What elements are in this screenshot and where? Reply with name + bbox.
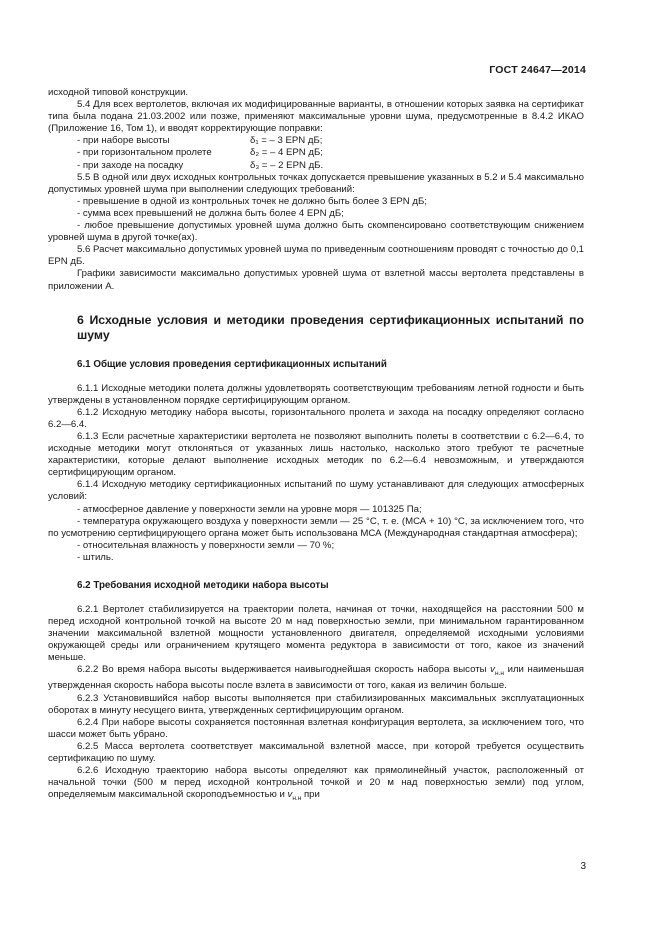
atmosphere-item: - штиль.: [77, 551, 114, 563]
section-6-2-heading: 6.2 Требования исходной методики набора высоты: [77, 580, 329, 591]
paragraph-6-2-2-start: 6.2.2 Во время набора высоты выдерживается наивыгоднейшая скорость набора высоты: [77, 664, 491, 676]
speed-symbol: v: [287, 789, 293, 801]
correction-approach-value: δ₃ = – 2 EPN дБ.: [250, 159, 324, 171]
paragraph-5-5: 5.5 В одной или двух исходных контрольных точках допускается превышение указанных в 5.2 и 5.4 максимально допустимых уровней шума при выполнении следующих требований:: [48, 171, 584, 195]
correction-flyover: [48, 147, 584, 159]
paragraph-6-2-5: 6.2.5 Масса вертолета соответствует максимальной взлетной массе, при которой требуется осуществить сертификацию по шуму.: [48, 740, 584, 765]
paragraph-6-2-2: [48, 664, 584, 692]
paragraph-6-1-1: 6.1.1 Исходные методики полета должны удовлетворять соответствующим требованиям летной годности и быть утверждены в установленном порядке сертифицирующим органом.: [48, 382, 584, 406]
correction-climb-value: δ₁ = – 3 EPN дБ;: [250, 135, 323, 147]
paragraph-6-2-4: 6.2.4 При наборе высоты сохраняется постоянная взлетная конфигурация вертолета, за исключением того, что шасси может быть убрано.: [48, 716, 584, 740]
correction-climb: [48, 135, 584, 147]
correction-climb-label: - при наборе высоты: [77, 135, 170, 147]
page-body: [48, 87, 584, 805]
atmosphere-item: - атмосферное давление у поверхности земли на уровне моря — 101325 Па;: [77, 503, 422, 515]
atmosphere-item: - относительная влажность у поверхности земли — 70 %;: [77, 539, 335, 551]
atmosphere-item: - температура окружающего воздуха у поверхности земли — 25 °С, т. е. (МСА + 10) °С, за исключением того, что по усмотрению сертифицирующего органа может быть использована МСА (Международная стандартная атмосфера);: [48, 515, 584, 539]
paragraph-6-1-2: 6.1.2 Исходную методику набора высоты, горизонтального пролета и захода на посадку определяют согласно 6.2—6.4.: [48, 406, 584, 430]
section-6-heading: 6 Исходные условия и методики проведения сертификационных испытаний по шуму: [77, 312, 584, 342]
correction-flyover-value: δ₂ = – 4 EPN дБ;: [250, 147, 323, 159]
requirement-item: - превышение в одной из контрольных точек не должно быть более 3 EPN дБ;: [77, 195, 427, 207]
paragraph-6-1-3: 6.1.3 Если расчетные характеристики вертолета не позволяют выполнить полеты в соответствии с 6.2—6.4, то исходные методики могут отклоняться от указанных лишь настолько, насколько этого требуют те расчетные характеристики, которые делают выполнение исходных методик по 6.2—6.4 невозможным, и утверждаются сертифицирующим органом.: [48, 430, 584, 479]
paragraph-6-1-4: 6.1.4 Исходную методику сертификационных испытаний по шуму устанавливают для следующих атмосферных условий:: [48, 479, 584, 503]
paragraph-6-2-6: [48, 765, 584, 805]
paragraph-6-2-6-start: 6.2.6 Исходную траекторию набора высоты определяют как прямолинейный участок, расположенный от начальной точки (500 м перед исходной контрольной точкой и 20 м над поверхностью земли) под углом, определяемым максимальной скороподъемностью и: [48, 765, 584, 801]
correction-approach-label: - при заходе на посадку: [77, 159, 184, 171]
correction-approach: [48, 160, 584, 172]
document-number: ГОСТ 24647—2014: [489, 64, 586, 76]
paragraph-6-2-2-end: или наименьшая утвержденная скорость набора высоты после взлета в зависимости от того, какая из величин больше.: [48, 664, 584, 692]
paragraph-5-4: 5.4 Для всех вертолетов, включая их модифицированные варианты, в отношении которых заявка на сертификат типа была подана 21.03.2002 или позже, применяют максимальные уровни шума, предусмотренные в 8.4.2 ИКАО (Приложение 16, Том 1), и вводят корректирующие поправки:: [48, 99, 584, 135]
paragraph-continuation: исходной типовой конструкции.: [48, 87, 189, 98]
paragraph-6-2-3: 6.2.3 Установившийся набор высоты выполняется при стабилизированных максимальных эксплуатационных оборотах в минуту несущего винта, утвержденных сертифицирующим органом.: [48, 692, 584, 716]
section-6-1-heading: 6.1 Общие условия проведения сертификационных испытаний: [77, 358, 387, 370]
correction-flyover-label: - при горизонтальном пролете: [77, 147, 212, 159]
speed-subscript: н.н: [494, 670, 504, 678]
page-number: 3: [580, 861, 586, 872]
speed-subscript: н.н: [292, 795, 302, 803]
requirement-item: - сумма всех превышений не должна быть более 4 EPN дБ;: [77, 207, 344, 219]
paragraph-6-2-1: 6.2.1 Вертолет стабилизируется на траектории полета, начиная от точки, находящейся на расстоянии 500 м перед исходной контрольной точкой на высоте 20 м над поверхностью земли, при минимальном гарантированном значении максимальной взлетной мощности установленного двигателя, определяемой исходными условиями окружающей среды или ограничением крутящего момента редуктора в зависимости от того, какое из значений меньше.: [48, 604, 584, 664]
paragraph-5-6: 5.6 Расчет максимально допустимых уровней шума по приведенным соотношениям проводят с точностью до 0,1 EPN дБ.: [48, 244, 584, 268]
speed-symbol: v: [490, 664, 495, 676]
requirement-item: - любое превышение допустимых уровней шума должно быть скомпенсировано соответствующим снижением уровней шума в другой точке(ах).: [48, 220, 584, 244]
paragraph-6-2-6-end: при: [301, 789, 320, 801]
paragraph-graphs: Графики зависимости максимально допустимых уровней шума от взлетной массы вертолета представлены в приложении А.: [48, 268, 584, 292]
